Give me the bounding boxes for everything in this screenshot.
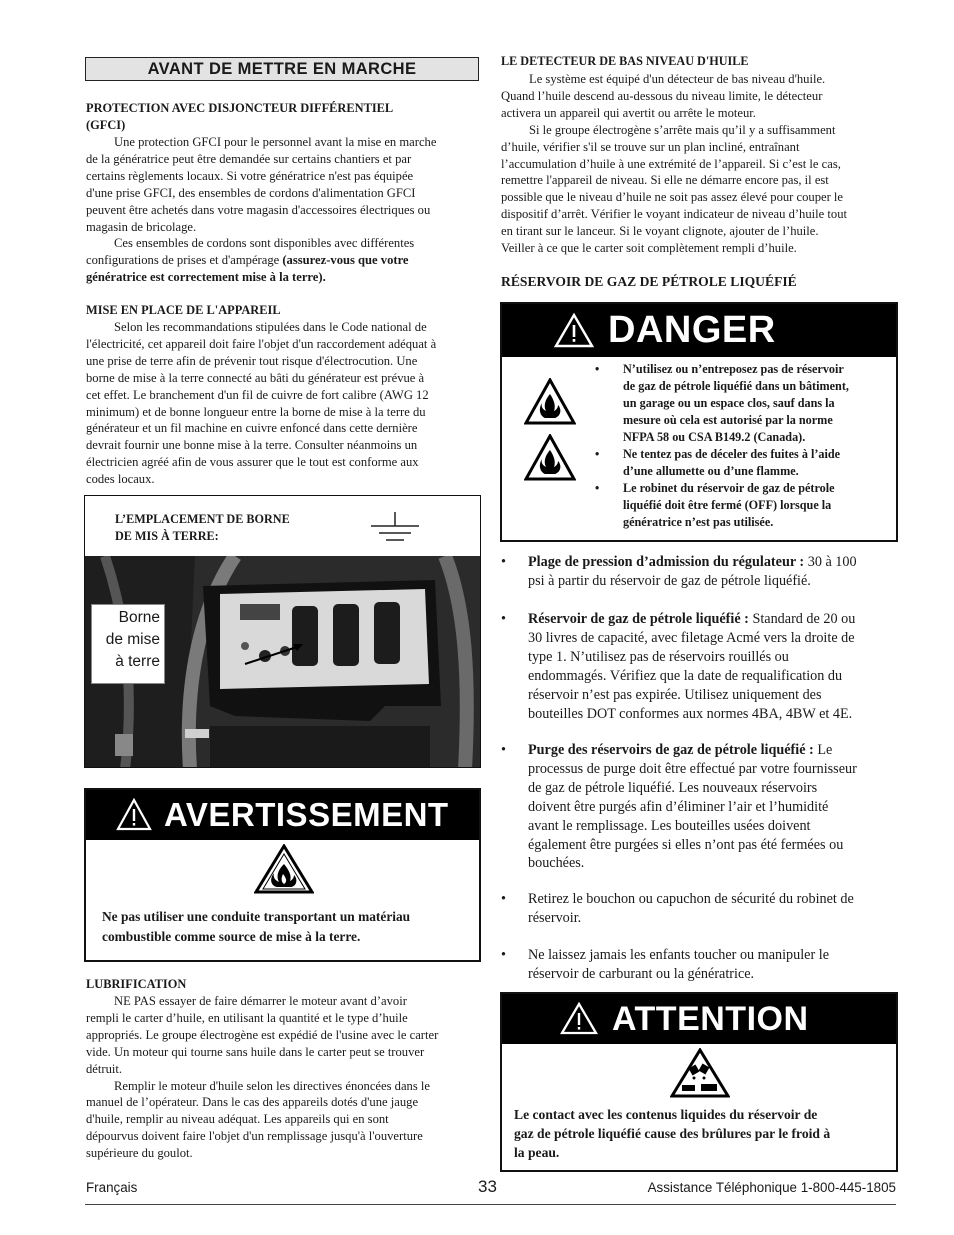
bullet-line: type 1. N’utilisez pas de réservoirs rouillés ou: [528, 648, 789, 665]
placement-line: codes locaux.: [86, 472, 155, 487]
bullet-line: psi à partir du réservoir de gaz de pétrole liquéfié.: [528, 572, 811, 589]
corrosive-hazard-icon: [670, 1048, 730, 1098]
danger-box: [500, 302, 898, 542]
bullet-text: [528, 741, 896, 873]
bullet-remove-cap: [501, 890, 896, 928]
ground-terminal-figure: [84, 495, 481, 768]
bullet-text: [528, 946, 896, 984]
lubrication-line: Remplir le moteur d'huile selon les directives énoncées dans le: [114, 1078, 430, 1093]
bullet-line: processus de purge doit être effectué par votre fournisseur: [528, 760, 857, 777]
callout-line: de mise: [105, 631, 160, 648]
placement-line: électricien agréé afin de vous assurer que le tout est conforme aux: [86, 455, 419, 470]
bullet-text-span: Le: [813, 742, 833, 758]
lubrication-line: NE PAS essayer de faire démarrer le moteur avant d’avoir: [114, 994, 407, 1008]
bullet-dot: •: [501, 611, 506, 627]
gfci-heading: [86, 100, 486, 134]
placement-line: l'électricité, cet appareil doit faire l'objet d'un raccordement adéquat à: [86, 336, 437, 351]
caution-text-line: gaz de pétrole liquéfié cause des brûlures par le froid à: [514, 1126, 831, 1141]
caution-box: [500, 992, 898, 1172]
oil-detector-line: d’huile, vérifier s'il se trouve sur un plan incliné, entraînant: [501, 139, 800, 154]
lubrication-line: supérieure du goulot.: [86, 1146, 193, 1161]
oil-detector-line: Veiller à ce que le carter soit complètement rempli d’huile.: [501, 241, 797, 256]
danger-line: Ne tentez pas de déceler des fuites à l’aide: [623, 447, 841, 461]
warning-triangle-icon: [554, 313, 594, 349]
bullet-line: [528, 741, 896, 760]
gfci-line: [86, 252, 486, 269]
bullet-text-span: 30 à 100: [804, 554, 857, 570]
oil-detector-line: remettre l'appareil de niveau. Si elle ne démarre encore pas, il est: [501, 173, 829, 188]
danger-bullet-text: [623, 446, 895, 480]
bullet-line: [528, 553, 896, 572]
danger-line: Le robinet du réservoir de gaz de pétrole: [623, 481, 835, 495]
lubrication-heading: LUBRIFICATION: [86, 977, 187, 991]
bullet-text: [528, 610, 896, 723]
bullet-line: réservoir.: [528, 909, 582, 926]
danger-line: NFPA 58 ou CSA B149.2 (Canada).: [623, 430, 806, 444]
warning-triangle-icon: [116, 798, 152, 832]
bullet-dot: •: [501, 554, 506, 570]
placement-line: Selon les recommandations stipulées dans le Code national de: [114, 320, 427, 334]
bullet-children: [501, 946, 896, 984]
bullet-line: de gaz de pétrole liquéfié. Les nouveaux réservoirs: [528, 779, 818, 796]
gfci-normal-text: configurations de prises et d'ampérage: [86, 253, 283, 268]
bullet-tank-purge: [501, 741, 896, 873]
danger-line: mesure où cela est autorisé par la norme: [623, 413, 833, 427]
flammable-hazard-icon: [524, 434, 576, 482]
gfci-line: génératrice est correctement mise à la terre).: [86, 270, 326, 285]
bullet-bold-label: Purge des réservoirs de gaz de pétrole liquéfié :: [528, 742, 814, 758]
bullet-line: bouteilles DOT conformes aux normes 4BA, 4BW et 4E.: [528, 705, 853, 722]
caution-text-line: Le contact avec les contenus liquides du réservoir de: [514, 1107, 818, 1122]
lubrication-line: dépourvus doivent faire l'objet d'un remplissage jusqu'à l'ouverture: [86, 1129, 423, 1144]
danger-header: [502, 304, 896, 357]
oil-detector-line: en tirant sur le lanceur. Si le voyant clignote, ajouter de l’huile.: [501, 224, 819, 239]
bullet-dot: •: [501, 891, 506, 907]
warning-signal-word: AVERTISSEMENT: [164, 796, 449, 833]
bullet-line: Ne laissez jamais les enfants toucher ou manipuler le: [528, 947, 829, 963]
callout-line: à terre: [115, 653, 160, 670]
placement-line: minimum) et de bonne longueur entre la borne de mise à la terre du: [86, 404, 426, 419]
warning-header: [86, 790, 479, 841]
bullet-line: 30 livres de capacité, avec filetage Acmé vers la droite de: [528, 629, 855, 646]
gfci-line: Ces ensembles de cordons sont disponibles avec différentes: [114, 236, 415, 251]
bullet-line: [528, 610, 896, 629]
callout-line: Borne: [118, 609, 160, 626]
gfci-line: magasin de bricolage.: [86, 219, 197, 234]
lubrication-line: vide. Un moteur qui tourne sans huile dans le carter peut se trouver: [86, 1044, 425, 1059]
placement-line: générateur et un fil machine en cuivre enfoncé dans cette dernière: [86, 421, 418, 436]
oil-detector-paragraph: [501, 71, 901, 257]
bullet-lpg-tank: [501, 610, 896, 723]
footer-support-phone: Assistance Téléphonique 1-800-445-1805: [647, 1180, 896, 1195]
figure-caption: [115, 511, 290, 545]
placement-paragraph: [86, 319, 486, 488]
danger-signal-word: DANGER: [608, 309, 776, 351]
placement-line: une prise de terre afin de prévenir tout risque d'électrocution. Une: [86, 353, 418, 368]
fire-hazard-icon: [254, 844, 314, 894]
bullet-line: réservoir n’est pas expirée. Utilisez uniquement des: [528, 686, 822, 703]
danger-line: liquéfié doit être fermé (OFF) lorsque la: [623, 498, 832, 512]
caution-header: [502, 994, 896, 1044]
warning-triangle-icon: [560, 1002, 598, 1036]
page-number: 33: [478, 1177, 497, 1196]
caution-text: [514, 1105, 894, 1162]
gfci-line: Une protection GFCI pour le personnel avant la mise en marche: [114, 135, 437, 149]
lubrication-line: d'huile, remplir au niveau adéquat. Les appareils qui en sont: [86, 1112, 389, 1127]
gfci-line: de la génératrice peut être demandée sur certains chantiers et par: [86, 151, 412, 166]
placement-line: borne de mise à la terre connecté au bâti du générateur est prévue à: [86, 370, 425, 385]
warning-text-line: Ne pas utiliser une conduite transportant un matériau: [102, 909, 411, 924]
gfci-heading-line1: PROTECTION AVEC DISJONCTEUR DIFFÉRENTIEL: [86, 101, 394, 115]
oil-detector-line: Quand l’huile descend au-dessous du niveau limite, le détecteur: [501, 88, 823, 103]
oil-detector-line: dispositif d’arrêt. Vérifier le voyant indicateur de niveau d’huile tout: [501, 207, 847, 222]
danger-bullet: [595, 361, 895, 446]
placement-line: cet effet. Le branchement d'un fil de cuivre de fort calibre (AWG 12: [86, 387, 429, 402]
bullet-text-span: Standard de 20 ou: [748, 611, 856, 627]
bullet-dot: •: [595, 362, 600, 376]
bullet-dot: •: [501, 742, 506, 758]
bullet-line: doivent être purgés afin d’éliminer l’air et l’humidité: [528, 798, 829, 815]
footer-rule: [85, 1204, 896, 1205]
oil-detector-line: l’accumulation d’huile à une extrémité de l’appareil. Si c’est le cas,: [501, 156, 841, 171]
bullet-bold-label: Réservoir de gaz de pétrole liquéfié :: [528, 611, 749, 627]
lubrication-paragraph: [86, 993, 486, 1162]
bullet-line: endommagés. Vérifiez que la date de requalification du: [528, 667, 843, 684]
danger-bullet: [595, 480, 895, 531]
danger-bullet-text: [623, 480, 895, 531]
oil-detector-line: Le système est équipé d'un détecteur de bas niveau d'huile.: [529, 72, 826, 86]
warning-text-line: combustible comme source de mise à la terre.: [102, 929, 361, 944]
danger-line: génératrice n’est pas utilisée.: [623, 515, 774, 529]
oil-detector-line: possible que le niveau d’huile ne soit pas assez élevé pour couper le: [501, 190, 844, 205]
danger-line: un garage ou un espace clos, sauf dans la: [623, 396, 835, 410]
flammable-hazard-icon: [524, 378, 576, 426]
oil-detector-line: Si le groupe électrogène s’arrête mais qu’il y a suffisamment: [529, 122, 836, 137]
lubrication-line: détruit.: [86, 1061, 123, 1076]
lubrication-line: rempli le carter d’huile, en utilisant la quantité et le type d’huile: [86, 1010, 408, 1025]
bullet-dot: •: [595, 481, 600, 495]
danger-bullet-text: [623, 361, 895, 446]
lpg-heading: RÉSERVOIR DE GAZ DE PÉTROLE LIQUÉFIÉ: [501, 274, 797, 289]
bullet-bold-label: Plage de pression d’admission du régulateur :: [528, 554, 805, 570]
danger-line: de gaz de pétrole liquéfié dans un bâtiment,: [623, 379, 849, 393]
gfci-line: peuvent être achetés dans votre magasin d'accessoires électriques ou: [86, 202, 431, 217]
bullet-dot: •: [595, 447, 600, 461]
danger-bullet: [595, 446, 895, 480]
gfci-line: d'une prise GFCI, des ensembles de cordons d'alimentation GFCI: [86, 185, 416, 200]
gfci-bold-text: (assurez-vous que votre: [282, 253, 409, 268]
oil-detector-line: activera un appareil qui avertit ou arrête le moteur.: [501, 105, 756, 120]
figure-caption-line2: DE MIS À TERRE:: [115, 529, 219, 543]
caution-text-line: la peau.: [514, 1145, 560, 1160]
ground-terminal-callout: [91, 604, 165, 684]
gfci-line: certains règlements locaux. Si votre génératrice n'est pas équipée: [86, 168, 414, 183]
placement-line: devrait fournir une bonne mise à la terre. Consulter néanmoins un: [86, 438, 418, 453]
placement-heading: MISE EN PLACE DE L'APPAREIL: [86, 303, 281, 317]
ground-symbol-icon: [367, 510, 423, 546]
bullet-line: réservoir de carburant ou la génératrice.: [528, 965, 755, 982]
caution-signal-word: ATTENTION: [612, 999, 809, 1038]
bullet-regulator-pressure: [501, 553, 896, 591]
lubrication-line: appropriés. Le groupe électrogène est expédié de l'usine avec le carter: [86, 1027, 439, 1042]
bullet-text: [528, 890, 896, 928]
bullet-dot: •: [501, 947, 506, 963]
danger-line: d’une allumette ou d’une flamme.: [623, 464, 799, 478]
bullet-text: [528, 553, 896, 591]
bullet-line: Retirez le bouchon ou capuchon de sécurité du robinet de: [528, 891, 854, 907]
section-title: AVANT DE METTRE EN MARCHE: [85, 57, 479, 81]
oil-detector-heading: LE DETECTEUR DE BAS NIVEAU D'HUILE: [501, 54, 749, 68]
gfci-paragraph: [86, 134, 486, 286]
lubrication-line: manuel de l’opérateur. Dans le cas des appareils dotés d'une jauge: [86, 1095, 419, 1110]
bullet-line: également être purgées si elles n’ont pas été fermées ou: [528, 836, 844, 853]
warning-text: [102, 907, 472, 947]
footer-language: Français: [86, 1180, 138, 1195]
warning-box: [84, 788, 481, 962]
figure-caption-line1: L’EMPLACEMENT DE BORNE: [115, 512, 290, 526]
gfci-heading-line2: (GFCI): [86, 118, 126, 132]
danger-line: N’utilisez ou n’entreposez pas de réservoir: [623, 362, 844, 376]
bullet-line: avant le remplissage. Les bouteilles usées doivent: [528, 817, 811, 834]
bullet-line: bouchées.: [528, 855, 585, 872]
